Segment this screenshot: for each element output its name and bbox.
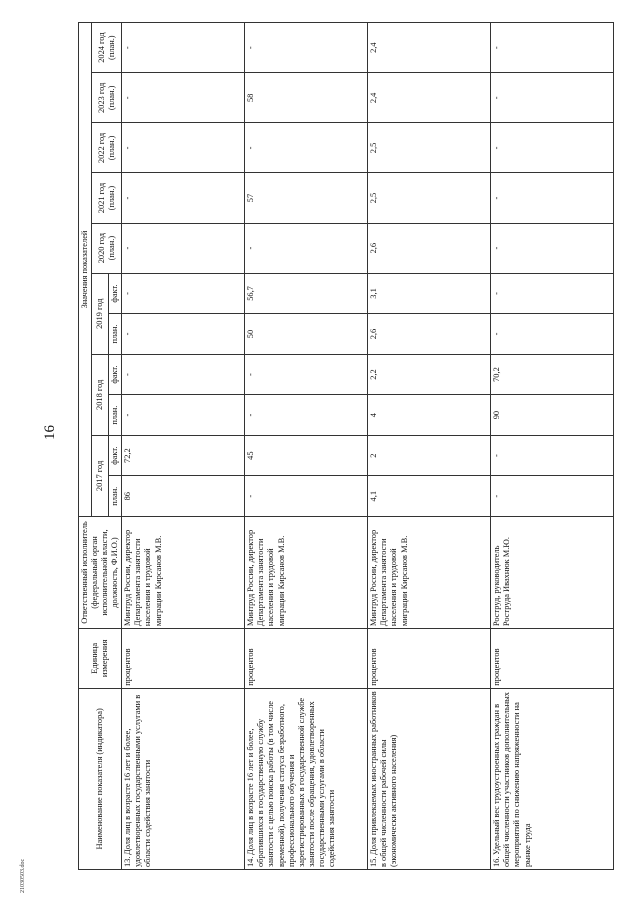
responsible-cell: Роструд, руководитель Роструда Ивахнюк М.Ю. [491, 516, 614, 628]
value-2019-plan: 50 [245, 314, 368, 355]
value-2019-fact: - [491, 273, 614, 314]
table-row [491, 23, 614, 870]
value-2020: - [245, 223, 368, 273]
value-2023: 58 [245, 73, 368, 123]
footer-filename: 21030503.doc [20, 858, 26, 893]
value-2024: - [245, 23, 368, 73]
header-2019: 2019 год [92, 273, 109, 354]
value-2018-fact: 70,2 [491, 354, 614, 395]
value-2017-plan: 86 [122, 476, 245, 517]
header-2019-fact: факт. [109, 273, 122, 314]
value-2017-fact: - [491, 435, 614, 476]
value-2019-fact: 56,7 [245, 273, 368, 314]
table-row [245, 23, 368, 870]
indicators-table [78, 22, 614, 870]
header-2019-plan: план. [109, 314, 122, 355]
value-2024: 2,4 [368, 23, 491, 73]
indicator-name-cell [245, 688, 368, 869]
page-number: 16 [42, 425, 58, 440]
header-values-group: Значения показателей [79, 23, 92, 517]
indicator-name: Доля лиц в возрасте 16 лет и более, удовлетворенных государственными услугами в области содействия занятости [123, 694, 153, 867]
value-2017-plan: - [245, 476, 368, 517]
row-index: 15. [369, 856, 379, 867]
value-2023: - [491, 73, 614, 123]
value-2023: 2,4 [368, 73, 491, 123]
value-2017-fact: 72,2 [122, 435, 245, 476]
value-2021: 2,5 [368, 173, 491, 223]
indicator-name-cell [368, 688, 491, 869]
indicator-name-cell [491, 688, 614, 869]
value-2018-plan: - [122, 395, 245, 436]
header-2018-plan: план. [109, 395, 122, 436]
header-responsible: Ответственный исполнитель (федеральный орган исполнительной власти, должность, Ф.И.О.) [79, 516, 122, 628]
value-2018-plan: 4 [368, 395, 491, 436]
row-index: 13. [123, 856, 133, 867]
value-2022: - [122, 123, 245, 173]
value-2017-fact: 2 [368, 435, 491, 476]
table-row [122, 23, 245, 870]
value-2019-plan: 2,6 [368, 314, 491, 355]
value-2018-fact: - [122, 354, 245, 395]
value-2022: 2,5 [368, 123, 491, 173]
header-2022: 2022 год (план.) [92, 123, 122, 173]
value-2021: 57 [245, 173, 368, 223]
value-2024: - [122, 23, 245, 73]
value-2017-plan: - [491, 476, 614, 517]
value-2021: - [122, 173, 245, 223]
unit-cell: процентов [122, 629, 245, 689]
header-name: Наименование показателя (индикатора) [79, 688, 122, 869]
value-2019-plan: - [122, 314, 245, 355]
value-2019-fact: 3,1 [368, 273, 491, 314]
value-2018-fact: 2,2 [368, 354, 491, 395]
unit-cell: процентов [245, 629, 368, 689]
row-index: 16. [492, 856, 502, 867]
header-unit: Единица измерения [79, 629, 122, 689]
unit-cell: процентов [368, 629, 491, 689]
value-2019-fact: - [122, 273, 245, 314]
header-2017: 2017 год [92, 435, 109, 516]
header-2017-fact: факт. [109, 435, 122, 476]
value-2020: - [491, 223, 614, 273]
responsible-cell: Минтруд России, директор Департамента занятости населения и трудовой миграции Кирсанов М.В. [245, 516, 368, 628]
value-2024: - [491, 23, 614, 73]
indicators-table-container [78, 22, 608, 870]
value-2022: - [491, 123, 614, 173]
value-2022: - [245, 123, 368, 173]
value-2019-plan: - [491, 314, 614, 355]
header-2024: 2024 год (план.) [92, 23, 122, 73]
indicator-name: Доля лиц в возрасте 16 лет и более, обратившихся в государственную службу занятости с целью поиска работы (в том числе временной), получения статуса безработного, профессионального обучения и зарегистрированных в государственной службе занятости после обращения, удовлетворенных государственными услугами в области содействия занятости [246, 697, 336, 867]
value-2020: 2,6 [368, 223, 491, 273]
responsible-cell: Минтруд России, директор Департамента занятости населения и трудовой миграции Кирсанов М.В. [122, 516, 245, 628]
value-2021: - [491, 173, 614, 223]
value-2018-fact: - [245, 354, 368, 395]
value-2018-plan: 90 [491, 395, 614, 436]
header-2017-plan: план. [109, 476, 122, 517]
value-2018-plan: - [245, 395, 368, 436]
header-2023: 2023 год (план.) [92, 73, 122, 123]
header-2018: 2018 год [92, 354, 109, 435]
value-2023: - [122, 73, 245, 123]
responsible-cell: Минтруд России, директор Департамента занятости населения и трудовой миграции Кирсанов М.В. [368, 516, 491, 628]
header-2018-fact: факт. [109, 354, 122, 395]
value-2017-plan: 4,1 [368, 476, 491, 517]
indicator-name: Доля привлекаемых иностранных работников в общей численности рабочей силы (экономически активного населения) [369, 691, 399, 867]
row-index: 14. [246, 856, 256, 867]
header-2020: 2020 год (план.) [92, 223, 122, 273]
header-2021: 2021 год (план.) [92, 173, 122, 223]
value-2020: - [122, 223, 245, 273]
indicator-name: Удельный вес трудоустроенных граждан в общей численности участников дополнительных мероприятий по снижению напряженности на рынке труда [492, 692, 532, 867]
table-row [368, 23, 491, 870]
unit-cell: процентов [491, 629, 614, 689]
value-2017-fact: 45 [245, 435, 368, 476]
indicator-name-cell [122, 688, 245, 869]
